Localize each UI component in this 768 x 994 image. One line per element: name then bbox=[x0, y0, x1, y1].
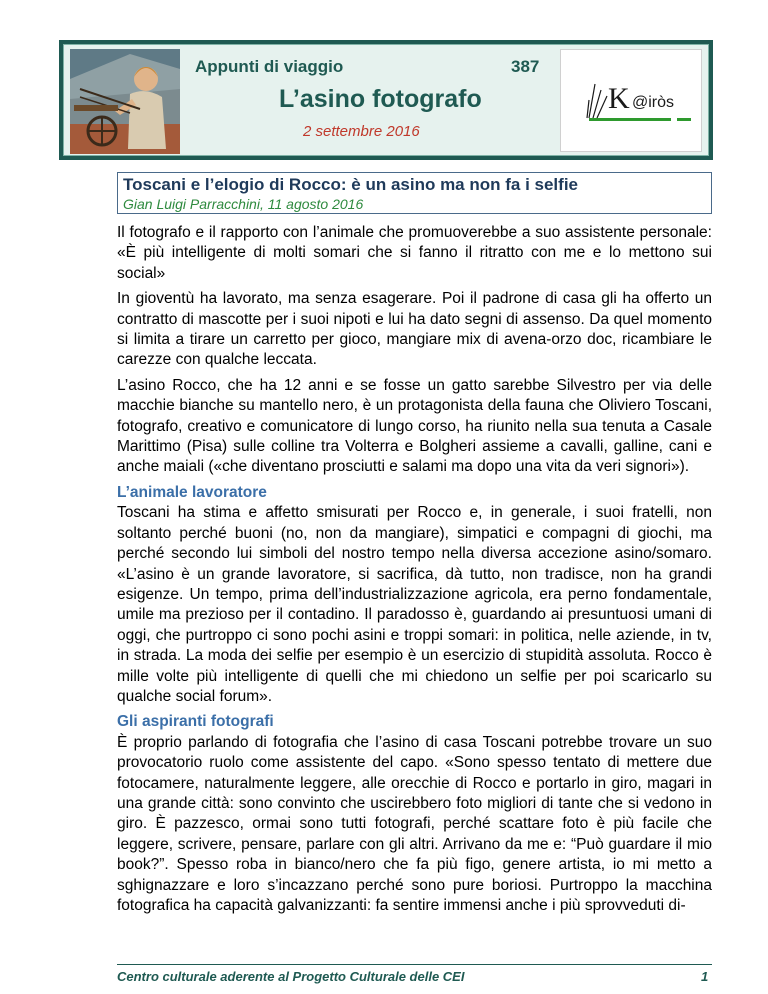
paragraph: L’asino Rocco, che ha 12 anni e se fosse un gatto sarebbe Silvestro per via delle macchie bianche su mantello nero, è un protagonista della fauna che Oliviero Toscani, fotografo, creativo e comunicatore di lungo corso, ha riunito nella sua tenuta a Casale Marittimo (Pisa) sulle colline tra Volterra e Bolgheri assieme a cavalli, galline, cani e anche maiali («che diventano prosciutti e salami ma dopo una vita da veri signori»). bbox=[117, 376, 712, 476]
article-header-box bbox=[117, 172, 712, 214]
series-title: Appunti di viaggio bbox=[195, 57, 344, 76]
logo-underline-short bbox=[677, 118, 691, 121]
page-number: 1 bbox=[701, 969, 709, 984]
logo-text: @iròs bbox=[632, 94, 675, 111]
paragraph: Il fotografo e il rapporto con l’animale che promuoverebbe a suo assistente personale: «È più intelligente di molti somari che si fanno il ritratto con me e lo mettono sui social» bbox=[117, 224, 712, 282]
logo-letter: K bbox=[608, 82, 630, 115]
kairos-logo bbox=[560, 49, 702, 152]
article-author: Gian Luigi Parracchini, 11 agosto 2016 bbox=[123, 196, 364, 212]
article-title: Toscani e l’elogio di Rocco: è un asino ma non fa i selfie bbox=[123, 175, 578, 194]
issue-date: 2 settembre 2016 bbox=[303, 123, 420, 140]
header-frame bbox=[59, 40, 713, 160]
section-heading: Gli aspiranti fotografi bbox=[117, 713, 274, 731]
paragraph: È proprio parlando di fotografia che l’asino di casa Toscani potrebbe trovare un suo provocatorio ruolo come assistente del capo. «Sono spesso tentato di mettere due fotocamere, naturalmente leggere, alle orecchie di Rocco e portarlo in giro, magari in una grande città: sono convinto che uscirebbero foto migliori di tante che si vedono in giro. È pazzesco, ormai sono tutti fotografi, perché scattare foto è più facile che leggere, scrivere, pensare, parlare con gli altri. Arrivano da me e: “Può guardare il mio book?”. Spesso roba in bianco/nero che fa più figo, genere artista, io mi metto a sghignazzare e loro s’incazzano perché sono pure boriosi. Purtroppo la macchina fotografica ha capacità galvanizzanti: fa sentire immensi anche i più sprovveduti di- bbox=[117, 733, 712, 914]
issue-number: 387 bbox=[511, 57, 540, 76]
section-heading: L’animale lavoratore bbox=[117, 483, 267, 501]
footer-text: Centro culturale aderente al Progetto Culturale delle CEI bbox=[117, 969, 465, 984]
paragraph: In gioventù ha lavorato, ma senza esagerare. Poi il padrone di casa gli ha offerto un contratto di mascotte per i suoi nipoti e lui ha dato segni di assenso. Da quel momento si limita a tirare un carretto per gioco, mangiare mix di avena-orzo doc, ricambiare le carezze con qualche leccata. bbox=[117, 290, 712, 369]
header-illustration bbox=[70, 49, 180, 154]
paragraph: Toscani ha stima e affetto smisurati per Rocco e, in generale, i suoi fratelli, non soltanto perché buoni (no, non da mangiare), simpatici e compagni di giochi, ma perché secondo lui simboli del nostro tempo nella diversa accezione asino/somaro. «L’asino è un grande lavoratore, si sacrifica, dà tutto, non tradisce, non ha grandi esigenze. Un tempo, prima dell’industrializzazione agricola, era perno fondamentale, umile ma prezioso per il contadino. Il paradosso è, guardando ai presuntuosi umani di oggi, che purtroppo ci sono pochi asini e troppi somari: in politica, nelle aziende, in tv, in strada. La moda dei selfie per esempio è un esercizio di stupidità assoluta. Rocco è mille volte più intelligente di quelli che mi chiedono un selfie per poi scaricarlo su qualche social forum». bbox=[117, 504, 712, 705]
header-panel bbox=[63, 44, 709, 156]
article-body bbox=[117, 223, 712, 921]
page-title: L’asino fotografo bbox=[279, 85, 482, 113]
footer-divider bbox=[117, 964, 712, 965]
logo-underline bbox=[589, 118, 671, 121]
